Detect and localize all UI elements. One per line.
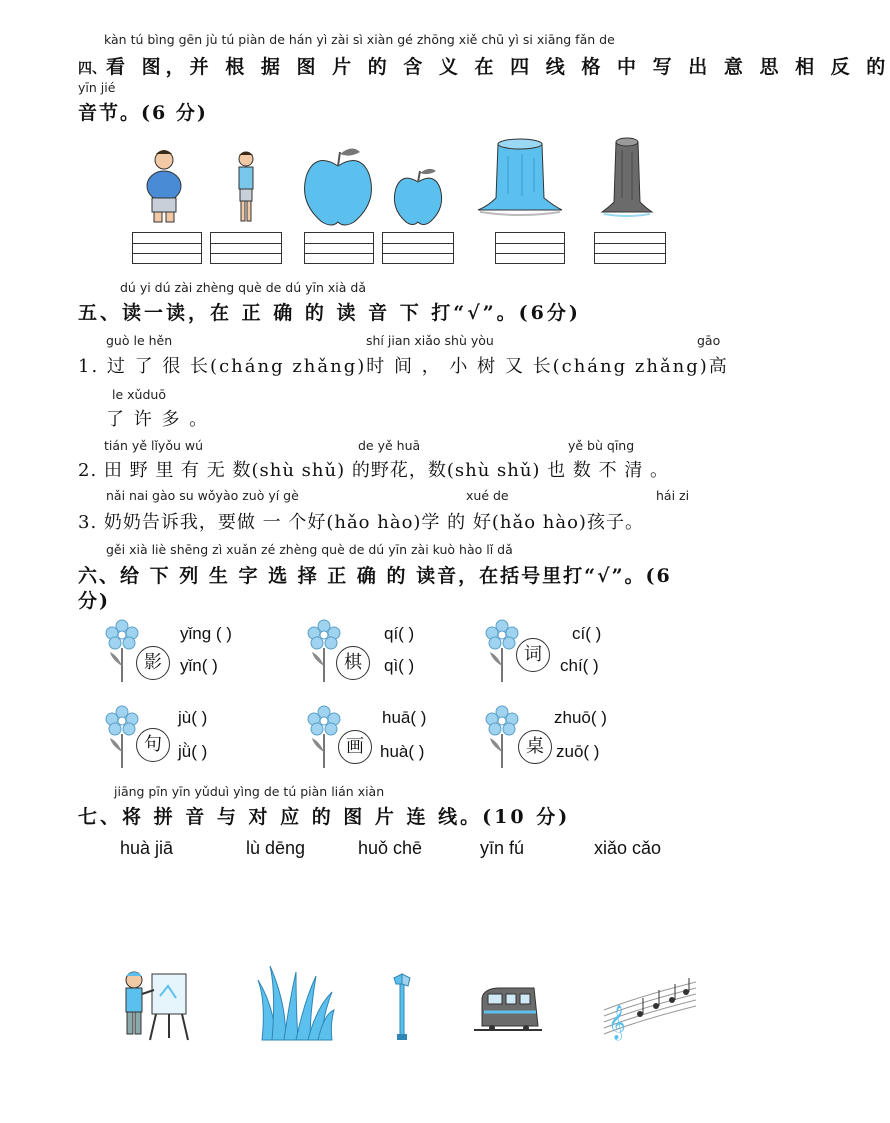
s5-q2-pinyin-c: yě bù qīng — [568, 438, 635, 453]
s4-title-line2: 音节。(6 分) — [78, 102, 208, 124]
s7-title: 七、将 拼 音 与 对 应 的 图 片 连 线。(10 分) — [78, 806, 571, 828]
s5-q2-pinyin-a: tián yě lǐyǒu wú — [104, 438, 204, 453]
s5-q3-pinyin-a: nǎi nai gào su wǒyào zuò yí gè — [106, 488, 299, 503]
s6-title: 六、给 下 列 生 字 选 择 正 确 的 读音，在括号里打“√”。(6 — [78, 565, 672, 587]
s7-word-grass[interactable]: xiǎo cǎo — [594, 838, 662, 858]
s7-word-notes[interactable]: yīn fú — [480, 838, 525, 858]
s6-item-6 — [484, 706, 554, 770]
s6-item-6-option-a[interactable]: zhuō( ) — [554, 708, 607, 727]
s7-word-streetlight[interactable]: lù dēng — [246, 838, 306, 858]
s6-item-3 — [484, 620, 554, 684]
s5-q2-text: 2. 田 野 里 有 无 数(shù shǔ) 的野花，数(shù shǔ) 也 数 不 清 。 — [78, 460, 670, 481]
s5-q1-pinyin-c: gāo — [697, 333, 721, 348]
music-notes-image[interactable] — [600, 976, 700, 1040]
s7-word-train[interactable]: huǒ chē — [358, 838, 423, 858]
four-line-grid-2[interactable] — [210, 232, 282, 264]
streetlight-image[interactable] — [388, 970, 418, 1042]
s4-pinyin-line1: kàn tú bìng gēn jù tú piàn de hán yì zài sì xiàn gé zhōng xiě chū yì si xiāng fǎn de — [104, 32, 615, 47]
s4-title-text: 看 图，并 根 据 图 片 的 含 义 在 四 线 格 中 写 出 意 思 相 反 的 — [106, 56, 890, 78]
char-circle: 桌 — [518, 730, 552, 764]
s6-item-4-option-b[interactable]: jǜ( ) — [178, 742, 208, 761]
svg-text:𝄞: 𝄞 — [608, 1005, 626, 1040]
s6-item-3-option-b[interactable]: chí( ) — [560, 656, 599, 675]
s5-q1-pinyin-b: shí jian xiǎo shù yòu — [366, 333, 494, 348]
char-circle: 棋 — [336, 646, 370, 680]
s6-item-5-option-a[interactable]: huā( ) — [382, 708, 427, 727]
s5-q2-pinyin-b: de yě huā — [358, 438, 421, 453]
s6-item-2-option-a[interactable]: qí( ) — [384, 624, 415, 643]
s6-item-6-option-b[interactable]: zuō( ) — [556, 742, 600, 761]
s6-item-4-option-a[interactable]: jù( ) — [178, 708, 208, 727]
s5-q1-pinyin2: le xǔduō — [112, 387, 166, 402]
s5-q1-pinyin-a: guò le hěn — [106, 333, 173, 348]
s5-q1-text: 1. 过 了 很 长(cháng zhǎng)时 间 ， 小 树 又 长(cháng zhǎng)高 — [78, 356, 729, 377]
flower-icon — [104, 620, 144, 684]
s4-pinyin-line2: yīn jié — [78, 80, 116, 95]
grass-image[interactable] — [256, 962, 334, 1042]
s6-item-4 — [104, 706, 174, 770]
s6-item-5-option-b[interactable]: huà( ) — [380, 742, 425, 761]
s5-q3-pinyin-c: hái zi — [656, 488, 690, 503]
painter-image[interactable] — [116, 966, 192, 1042]
s6-item-1-option-b[interactable]: yǐn( ) — [180, 656, 218, 675]
narrow-stump-image — [602, 136, 652, 220]
char-circle: 画 — [338, 730, 372, 764]
s6-item-3-option-a[interactable]: cí( ) — [572, 624, 602, 643]
s5-pinyin-title: dú yi dú zài zhèng què de dú yīn xià dǎ — [120, 280, 366, 295]
four-line-grid-6[interactable] — [594, 232, 666, 264]
s4-label: 四、 — [78, 61, 106, 77]
small-apple-image — [392, 166, 444, 228]
four-line-grid-3[interactable] — [304, 232, 374, 264]
s5-q1-text2: 了 许 多 。 — [106, 409, 210, 430]
s5-q3-pinyin-b: xué de — [466, 488, 509, 503]
big-apple-image — [302, 146, 374, 228]
s6-item-1 — [104, 620, 174, 684]
s4-title-line1 — [78, 52, 890, 79]
s6-pinyin-title: gěi xià liè shēng zì xuǎn zé zhèng què de dú yīn zài kuò hào lǐ dǎ — [106, 542, 513, 557]
four-line-grid-1[interactable] — [132, 232, 202, 264]
s6-item-5 — [306, 706, 376, 770]
s5-q3-text: 3. 奶奶告诉我，要做 一 个好(hǎo hào)学 的 好(hǎo hào)孩子。 — [78, 512, 644, 533]
s6-item-2-option-b[interactable]: qì( ) — [384, 656, 415, 675]
char-circle: 词 — [516, 638, 550, 672]
flower-icon — [484, 706, 524, 770]
char-circle: 影 — [136, 646, 170, 680]
s6-title-cont: 分) — [78, 590, 110, 612]
fat-boy-image — [140, 148, 190, 226]
thin-boy-image — [232, 150, 260, 226]
train-image[interactable] — [474, 982, 542, 1032]
four-line-grid-5[interactable] — [495, 232, 565, 264]
s6-item-1-option-a[interactable]: yǐng ( ) — [180, 624, 232, 643]
wide-stump-image — [478, 136, 562, 218]
char-circle: 句 — [136, 728, 170, 762]
s6-item-2 — [306, 620, 376, 684]
s7-pinyin-title: jiāng pīn yīn yǔduì yìng de tú piàn lián xiàn — [114, 784, 385, 799]
s5-title: 五、读一读，在 正 确 的 读 音 下 打“√”。(6分) — [78, 302, 581, 324]
four-line-grid-4[interactable] — [382, 232, 454, 264]
s7-word-painter[interactable]: huà jiā — [120, 838, 174, 858]
